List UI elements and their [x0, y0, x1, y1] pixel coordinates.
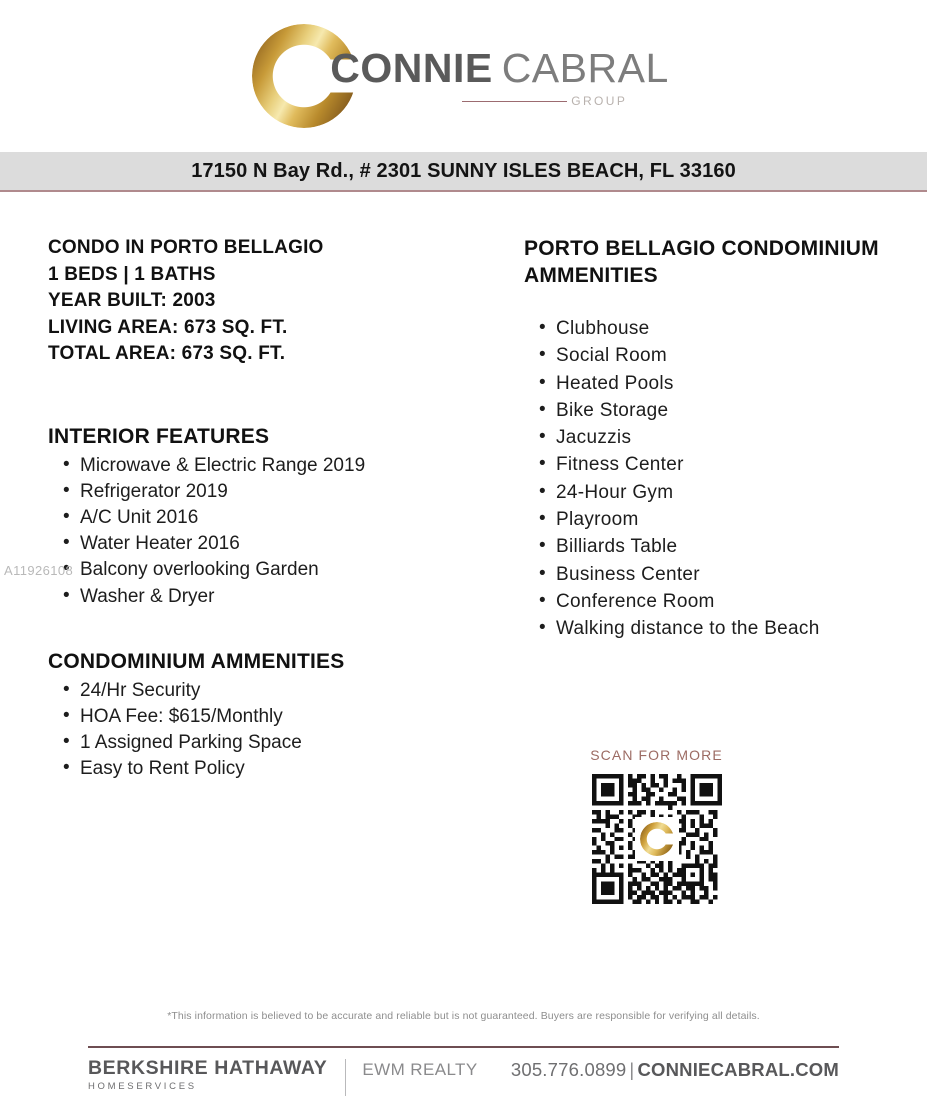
website-url[interactable]: CONNIECABRAL.COM	[637, 1059, 839, 1080]
header-logo-area	[0, 0, 927, 152]
qr-caption: SCAN FOR MORE	[590, 746, 723, 763]
brokerage-divider	[345, 1059, 346, 1096]
brokerage-subname: HOMESERVICES	[88, 1081, 197, 1093]
brand-logo	[252, 24, 669, 128]
list-item: • Billiards Table	[524, 533, 927, 560]
disclaimer-text: *This information is believed to be accurate and reliable but is not guaranteed. Buyers are responsible for verifying all details.	[167, 1010, 760, 1022]
list-item: • Bike Storage	[524, 397, 927, 424]
list-item: • Heated Pools	[524, 370, 927, 397]
brand-wordmark	[330, 44, 669, 108]
list-item: • 1 Assigned Parking Space	[48, 730, 460, 756]
brokerage-block	[88, 1058, 478, 1096]
brand-name-last: CABRAL	[501, 45, 669, 91]
list-item: • Fitness Center	[524, 451, 927, 478]
brand-rule	[462, 101, 567, 102]
list-item: • Easy to Rent Policy	[48, 756, 460, 782]
list-item: • Jacuzzis	[524, 424, 927, 451]
phone-number[interactable]: 305.776.0899	[510, 1059, 627, 1080]
brand-name-first: CONNIE	[330, 45, 493, 91]
contact-separator: |	[629, 1059, 635, 1080]
property-address: 17150 N Bay Rd., # 2301 SUNNY ISLES BEACH, FL 33160	[191, 159, 736, 182]
spec-line: YEAR BUILT: 2003	[48, 290, 216, 311]
list-item: • Washer & Dryer	[48, 584, 460, 610]
list-item: • Playroom	[524, 506, 927, 533]
property-specs	[48, 235, 460, 368]
spec-line: 1 BEDS | 1 BATHS	[48, 263, 216, 285]
building-amenities-title: PORTO BELLAGIO CONDOMINIUM AMMENITIES	[524, 237, 879, 287]
brand-tagline-row	[462, 94, 627, 108]
list-item: • 24-Hour Gym	[524, 479, 927, 506]
interior-features-title: INTERIOR FEATURES	[48, 424, 270, 448]
brand-tagline: GROUP	[571, 94, 628, 108]
brokerage-names	[88, 1058, 327, 1092]
list-item: • 24/Hr Security	[48, 678, 460, 704]
list-item: • A/C Unit 2016	[48, 505, 460, 531]
list-item: • Business Center	[524, 561, 927, 588]
list-item: • Conference Room	[524, 588, 927, 615]
spec-line: CONDO IN PORTO BELLAGIO	[48, 237, 324, 258]
spec-line: LIVING AREA: 673 SQ. FT.	[48, 316, 288, 338]
spec-line: TOTAL AREA: 673 SQ. FT.	[48, 343, 286, 364]
list-item: • Clubhouse	[524, 315, 927, 342]
qr-code[interactable]	[592, 774, 722, 904]
qr-center-logo	[635, 817, 679, 861]
contact-info	[511, 1058, 839, 1081]
list-item: • Balcony overlooking Garden	[48, 557, 460, 583]
list-item: • HOA Fee: $615/Monthly	[48, 704, 460, 730]
main-content	[0, 192, 927, 904]
right-column	[460, 235, 927, 904]
brokerage-affiliate: EWM REALTY	[362, 1060, 478, 1079]
condo-amenities-list	[48, 678, 460, 783]
mls-id-watermark: A11926108	[4, 563, 74, 578]
footer-divider	[88, 1046, 839, 1048]
list-item: • Walking distance to the Beach	[524, 615, 927, 642]
list-item: • Water Heater 2016	[48, 531, 460, 557]
connie-c-monogram-icon-small	[640, 822, 674, 856]
left-column	[0, 235, 460, 904]
list-item: • Social Room	[524, 342, 927, 369]
brokerage-name: BERKSHIRE HATHAWAY	[88, 1057, 328, 1079]
property-address-bar	[0, 152, 927, 190]
qr-block	[524, 747, 789, 904]
building-amenities-list	[524, 315, 927, 643]
condo-amenities-title: CONDOMINIUM AMMENITIES	[48, 649, 345, 673]
footer	[88, 1058, 839, 1096]
list-item: • Microwave & Electric Range 2019	[48, 453, 460, 479]
interior-features-list	[48, 453, 460, 610]
list-item: • Refrigerator 2019	[48, 479, 460, 505]
